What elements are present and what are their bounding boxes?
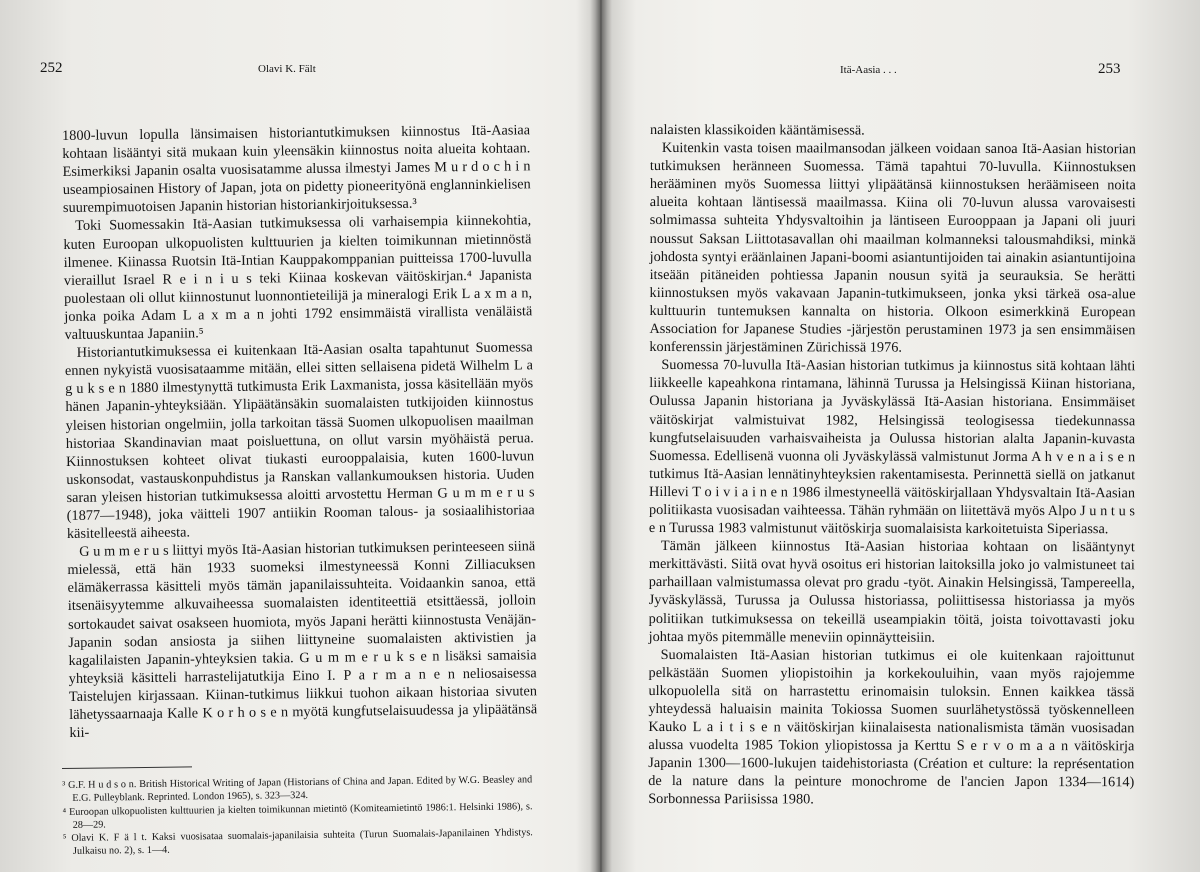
paragraph: Suomalaisten Itä-Aasian historian tutkimus ei ole kuitenkaan rajoittunut pelkästään Suomen yliopistoihin ja korkekouluihin, vaan myös rajojemme ulkopuolella sitä on harrastettu erinomaisin tuloksin. Ennen kaikkea tässä yhteydessä haluaisin mainita Tokiossa Suomen suurlähetystössä työskennelleen Kauko L a i t i s e n väitöskirjan kiinalaisesta nationalismista tämän vuosisadan alussa vuodelta 1985 Tokion yliopistossa ja Kerttu S e r v o m a a n väitöskirja Japanin 1300—1600-lukujen taidehistoriasta (Création et culture: la représentation de la nature dans la peinture monochrome de l'ancien Japon 1334—1614) Sorbonnessa Pariisissa 1980.	[648, 646, 1135, 808]
left-page	[0, 0, 592, 872]
paragraph: 1800-luvun lopulla länsimaisen historiantutkimuksen kiinnostus Itä-Aasiaa kohtaan lisääntyi sitä mukaan kuin yleensäkin kiinnostus noita alueita kohtaan. Esimerkiksi Japanin osalta vuosisatamme alussa ilmestyi James M u r d o c h i n useampiosainen History of Japan, jota on pidetty pioneerityönä englanninkielisen suurempimuotoisen Japanin historian historiankirjoituksessa.³	[62, 122, 531, 217]
footnote: ³ G.F. H u d s o n. British Historical Writing of Japan (Historians of China and Japan. Edited by W.G. Beasley and E.G. Pulleyblank. Reprinted. London 1965), s. 323—324.	[62, 774, 533, 805]
right-body-text	[648, 121, 1136, 810]
book-gutter	[590, 0, 612, 872]
left-body-text	[62, 121, 537, 742]
footnote: ⁴ Euroopan ulkopuolisten kulttuurien ja kielten toimikunnan mietintö (Komiteamietintö 1986:1. Helsinki 1986), s. 28—29.	[62, 800, 533, 831]
running-head-right: Itä-Aasia . . .	[840, 64, 897, 76]
paragraph: Toki Suomessakin Itä-Aasian tutkimuksessa oli varhaisempia kiinnekohtia, kuten Euroopan ulkopuolisten kulttuurien ja kielten toimikunnan mietinnöstä ilmenee. Kiinassa Ruotsin Itä-Intian Kauppakomppanian puitteissa 1700-luvulla vieraillut Israel R e i n i u s teki Kiinaa koskevan väitöskirjan.⁴ Japanista puolestaan oli ollut kiinnostunut luonnontieteilijä ja mineralogi Erik L a x m a n, jonka poika Adam L a x m a n johti 1792 ensimmäistä virallista venäläistä valtuuskuntaa Japaniin.⁵	[63, 212, 533, 344]
right-page	[610, 0, 1200, 872]
page-number-left: 252	[40, 60, 63, 76]
footnote-rule	[62, 766, 192, 769]
paragraph: Suomessa 70-luvulla Itä-Aasian historian tutkimus ja kiinnostus sitä kohtaan lähti liikkeelle kapeahkona rintamana, lähinnä Turussa ja Helsingissä Kiinan historiana, Oulussa Japanin historiana ja Jyväskylässä Itä-Aasian historiana. Ensimmäiset väitöskirjat valmistuivat 1982, Helsingissä teologisessa tiedekunnassa kungfutselaisuuden varhaisvaiheista ja Oulussa historian alalta Japanin-kuvasta Suomessa. Edellisenä vuonna oli Jyväskylässä valmistunut Jorma A h v e n a i s e n tutkimus Itä-Aasian lennätinyhteyksien rakentamisesta. Perinnettä siellä on jatkanut Hillevi T o i v i a i n e n 1986 ilmestyneellä väitöskirjallaan Yhdysvaltain Itä-Aasian politiikasta vuosisadan vaihteessa. Tähän ryhmään on liitettävä myös Alpo J u n t u s e n Turussa 1983 valmistunut väitöskirja suomalaisista karkoitetuista Siperiassa.	[648, 357, 1136, 538]
paragraph: Historiantutkimuksessa ei kuitenkaan Itä-Aasian osalta tapahtunut Suomessa ennen nykyistä vuosisataamme mitään, ellei sitten sellaisena pidetä Wilhelm L a g u k s e n 1880 ilmestynyttä tutkimusta Erik Laxmanista, jossa käsitellään myös hänen Japanin-yhteyksiään. Ylipäätänsäkin suomalaisten tutkijoiden kiinnostus yleisen historian ongelmiin, jolla tarkoitan tässä Suomen ulkopuolisen maailman historiaa Skandinavian maat poisluettuna, on ollut varsin myöhäistä perua. Kiinnostuksen kohteet olivat tiukasti eurooppalaisia, kuten 1600-luvun uskonsodat, vastauskonpuhdistus ja Ranskan vallankumouksen historia. Uuden saran yleisen historian tutkimuksessa aloitti arvostettu Herman G u m m e r u s (1877—1948), joka väitteli 1907 antiikin Rooman talous- ja sosiaalihistoriaa käsitelleestä aiheesta.	[64, 339, 535, 543]
paragraph: nalaisten klassikoiden kääntämisessä.	[649, 122, 865, 139]
paragraph: Tämän jälkeen kiinnostus Itä-Aasian historiaa kohtaan on lisääntynyt merkittävästi. Siitä ovat hyvä osoitus eri historian laitoksilla joko jo valmistuneet tai parhaillaan valmistumassa olevat pro gradu -työt. Ainakin Helsingissä, Tampereella, Jyväskylässä, Turussa ja Oulussa historiassa, poliittisessa historiassa ja myös politiikan tutkimuksessa on tekeillä useampiakin töitä, joista toivottavasti joku johtaa myös pitemmälle meneviin opinnäytteisiin.	[648, 538, 1135, 646]
page-number-right: 253	[1098, 61, 1121, 77]
paragraph: G u m m e r u s liittyi myös Itä-Aasian historian tutkimuksen perinteeseen siinä mielessä, että hän 1933 suomeksi ilmestyneessä Konni Zilliacuksen elämäkerrassa käsitteli myös tämän japanilaissuhteita. Voidaankin sanoa, että itsenäisyytemme alkuvaiheessa suomalaisten identiteettiä etsittäessä, jolloin sortokaudet saivat osakseen huomiota, myös Japani herätti kiinnostusta Venäjän-Japanin sodan ansiosta ja siihen liittyneine suomalaisten aktivistien ja kagalilaisten Japanin-yhteyksien takia. G u m m e r u k s e n lisäksi samaisia yhteyksiä käsitteli harrastelijatutkija Eino I. P a r m a n e n neliosaisessa Taistelujen kirjassaan. Kiinan-tutkimus liikkui tuohon aikaan historiaa sivuten lähetyssaarnaaja Kalle K o r h o s e n myötä kungfutselaisuudessa ja ylipäätänsä kii-	[67, 538, 538, 742]
footnote: ⁵ Olavi K. F ä l t. Kaksi vuosisataa suomalais-japanilaisia suhteita (Turun Suomalais-Japanilainen Yhdistys. Julkaisu no. 2), s. 1—4.	[62, 827, 533, 858]
paragraph: Kuitenkin vasta toisen maailmansodan jälkeen voidaan sanoa Itä-Aasian historian tutkimuksen heränneen Suomessa. Tämä tapahtui 70-luvulla. Kiinnostuksen herääminen myös Suomessa liittyi ylipäätänsä kiinnostuksen heräämiseen noita alueita kohtaan läntisessä maailmassa. Kiina oli 70-luvun alussa varovaisesti solmimassa suhteita Yhdysvaltoihin ja läntiseen Eurooppaan ja Japani oli juuri noussut Saksan Liittotasavallan ohi maailman kolmanneksi talousmahdiksi, minkä johdosta syntyi eräänlainen Japani-boomi asiantuntijoiden tai ainakin asiantuntijoina itseään pitäneiden pohtiessa Japanin nousun syitä ja seurauksia. Se herätti kiinnostuksen myös vakavaan Japanin-tutkimukseen, jonka yksi tärkeä osa-alue kulttuurin tuntemuksen kannalta on historia. Olkoon esimerkkinä European Association for Japanese Studies -järjestön perustaminen 1973 ja sen ensimmäisen konferenssin järjestäminen Zürichissä 1976.	[649, 140, 1136, 356]
running-head-left: Olavi K. Fält	[258, 63, 316, 75]
footnotes	[62, 762, 533, 859]
